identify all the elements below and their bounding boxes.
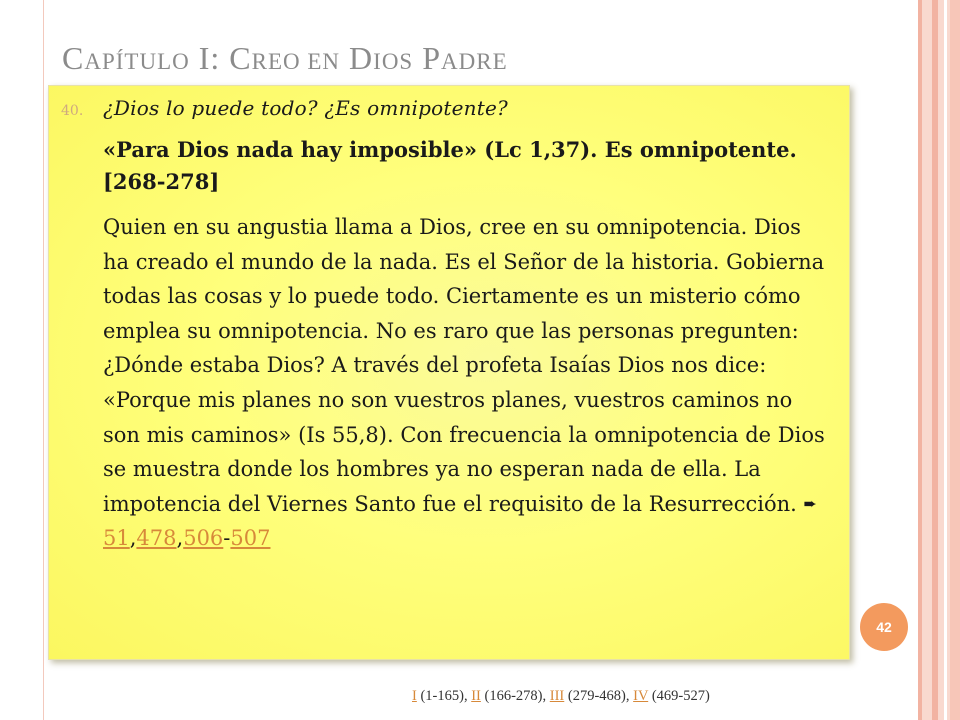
- title-part: IOS: [373, 49, 414, 74]
- stripe: [932, 0, 938, 720]
- answer-text: «Para Dios nada hay imposible» (Lc 1,37). Es omnipotente. [268-278]: [103, 137, 797, 194]
- footer-nav: [412, 688, 710, 705]
- footer-link-part-1[interactable]: I: [412, 688, 417, 704]
- decorative-stripes: [918, 0, 960, 720]
- title-part: I: C: [189, 40, 252, 76]
- footer-range: (469-527): [648, 688, 710, 704]
- question-number: 40.: [61, 103, 84, 119]
- question-text: ¿Dios lo puede todo? ¿Es omnipotente?: [103, 96, 508, 120]
- ref-link-478[interactable]: 478: [136, 526, 177, 551]
- title-part: D: [340, 40, 374, 76]
- footer-link-part-2[interactable]: II: [471, 688, 481, 704]
- footer-range: (1-165),: [416, 688, 472, 704]
- stripe: [918, 0, 922, 720]
- arrow-icon: ➨: [803, 493, 817, 513]
- title-part: ADRE: [441, 49, 508, 74]
- stripe: [950, 0, 960, 720]
- ref-separator: ,: [176, 526, 184, 551]
- footer-range: (166-278),: [480, 688, 550, 704]
- ref-link-506[interactable]: 506: [183, 526, 224, 551]
- question-row: [61, 94, 831, 125]
- title-part: REO EN: [251, 49, 341, 74]
- stripe: [944, 0, 947, 720]
- slide-title: [62, 38, 508, 82]
- ref-separator: ,: [129, 526, 137, 551]
- footer-link-part-4[interactable]: IV: [633, 688, 649, 704]
- title-part: APÍTULO: [84, 49, 190, 74]
- footer-range: (279-468),: [564, 688, 634, 704]
- body-paragraph: [103, 210, 831, 556]
- footer-link-part-3[interactable]: III: [549, 688, 565, 704]
- frame-line: [43, 0, 44, 720]
- title-part: C: [62, 40, 85, 76]
- ref-link-507[interactable]: 507: [230, 526, 271, 551]
- ref-link-51[interactable]: 51: [103, 526, 130, 551]
- ref-separator: -: [223, 526, 231, 551]
- content-box: [48, 85, 850, 660]
- title-part: P: [413, 40, 442, 76]
- page-number-badge: 42: [860, 603, 908, 651]
- body-text: Quien en su angustia llama a Dios, cree en su omnipotencia. Dios ha creado el mundo de la nada. Es el Señor de la historia. Gobierna todas las cosas y lo puede todo. Ciertamente es un misterio cómo emplea su omnipotencia. No es raro que las personas pregunten: ¿Dónde estaba Dios? A través del profeta Isaías Dios nos dice: «Porque mis planes no son vuestros planes, vuestros caminos no son mis caminos» (Is 55,8). Con frecuencia la omnipotencia de Dios se muestra donde los hombres ya no esperan nada de ella. La impotencia del Viernes Santo fue el requisito de la Resurrección.: [103, 215, 825, 516]
